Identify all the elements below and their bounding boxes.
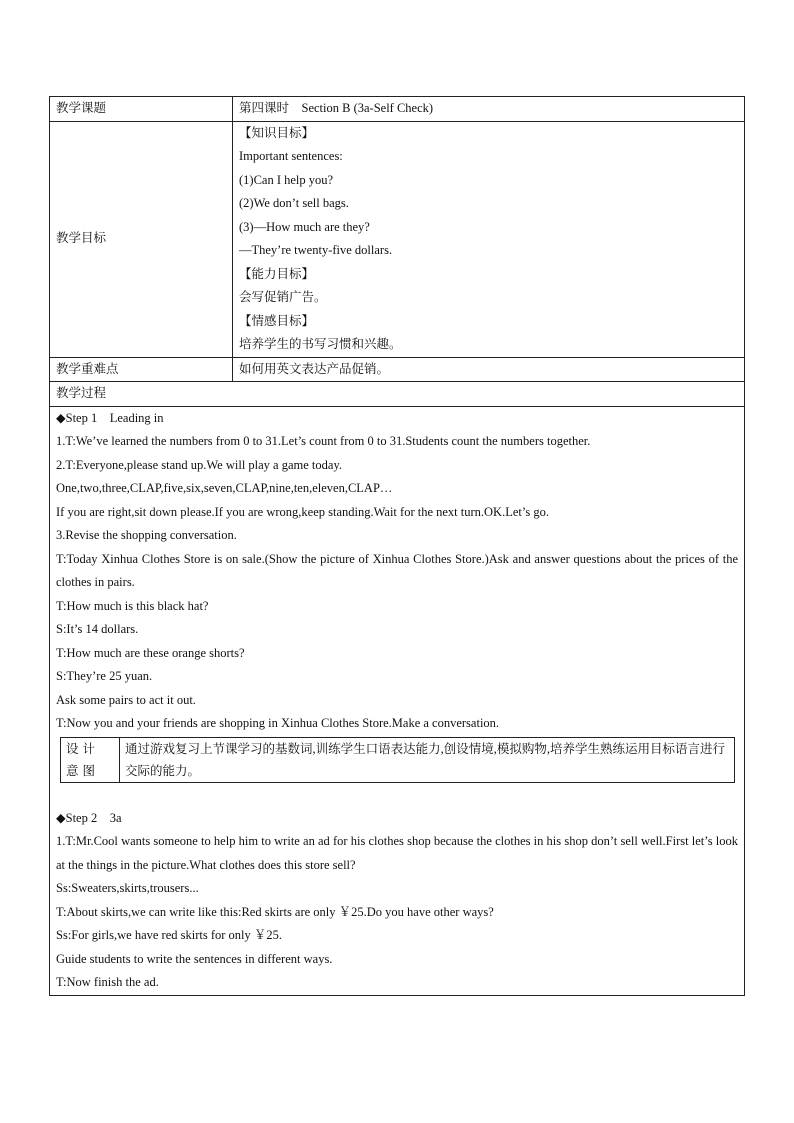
process-label: 教学过程 <box>50 382 745 407</box>
step1-line: Ask some pairs to act it out. <box>56 692 196 707</box>
objective-line: (1)Can I help you? <box>239 172 334 187</box>
step1-line: If you are right,sit down please.If you are wrong,keep standing.Wait for the next turn.OK.Let’s go. <box>56 504 549 519</box>
objective-line: 【能力目标】 <box>239 266 315 281</box>
objective-line: 培养学生的书写习惯和兴趣。 <box>239 337 402 351</box>
objective-line: Important sentences: <box>239 149 343 163</box>
step1-line: T:How much are these orange shorts? <box>56 645 245 660</box>
design-intent-text: 通过游戏复习上节课学习的基数词,训练学生口语表达能力,创设情境,模拟购物,培养学生熟练运用目标语言进行交际的能力。 <box>120 737 735 782</box>
step2-line: 1.T:Mr.Cool wants someone to help him to write an ad for his clothes shop because the clothes in his shop don’t sell well.First let’s look at the things in the picture.What clothes does this store sell? <box>56 834 738 872</box>
step2-line: Guide students to write the sentences in different ways. <box>56 951 333 966</box>
objective-line: (2)We don’t sell bags. <box>239 196 349 210</box>
step1-line: T:Today Xinhua Clothes Store is on sale.(Show the picture of Xinhua Clothes Store.)Ask and answer questions about the prices of the clothes in pairs. <box>56 551 738 589</box>
step2-line: Ss:For girls,we have red skirts for only ￥25. <box>56 928 283 942</box>
design-intent-box <box>60 737 735 783</box>
lesson-plan-page <box>49 96 745 996</box>
key-points-row <box>50 357 745 382</box>
topic-label: 教学课题 <box>50 97 233 122</box>
objectives-row <box>50 121 745 357</box>
objective-line: 会写促销广告。 <box>239 290 327 304</box>
objective-line: 【知识目标】 <box>239 125 315 140</box>
process-content <box>50 406 745 995</box>
objective-line: (3)—How much are they? <box>239 219 370 234</box>
spacer <box>56 783 738 807</box>
step1-heading: ◆Step 1 Leading in <box>56 410 164 425</box>
step1-line: S:They’re 25 yuan. <box>56 669 153 683</box>
objective-line: 【情感目标】 <box>239 313 315 328</box>
process-label-row <box>50 382 745 407</box>
step2-line: T:Now finish the ad. <box>56 975 159 989</box>
step1-line: 2.T:Everyone,please stand up.We will play a game today. <box>56 457 343 472</box>
key-points-label: 教学重难点 <box>50 357 233 382</box>
topic-value: 第四课时 Section B (3a-Self Check) <box>233 97 745 122</box>
step1-line: T:How much is this black hat? <box>56 598 209 613</box>
step1-line: 3.Revise the shopping conversation. <box>56 528 237 542</box>
step2-heading: ◆Step 2 3a <box>56 810 122 825</box>
step1-line: 1.T:We’ve learned the numbers from 0 to 31.Let’s count from 0 to 31.Students count the numbers together. <box>56 434 591 448</box>
step2-line: Ss:Sweaters,skirts,trousers... <box>56 881 199 895</box>
objective-line: —They’re twenty-five dollars. <box>239 243 393 257</box>
step1-line: S:It’s 14 dollars. <box>56 622 139 636</box>
topic-row <box>50 97 745 122</box>
objectives-label: 教学目标 <box>50 121 233 357</box>
step1-line: One,two,three,CLAP,five,six,seven,CLAP,nine,ten,eleven,CLAP… <box>56 481 393 495</box>
step1-line: T:Now you and your friends are shopping in Xinhua Clothes Store.Make a conversation. <box>56 716 500 730</box>
lesson-plan-table <box>49 96 745 996</box>
objectives-content <box>233 121 745 357</box>
process-row <box>50 406 745 995</box>
step2-line: T:About skirts,we can write like this:Red skirts are only ￥25.Do you have other ways? <box>56 904 494 919</box>
design-intent-label: 设计意图 <box>61 737 120 782</box>
key-points-value: 如何用英文表达产品促销。 <box>233 357 745 382</box>
